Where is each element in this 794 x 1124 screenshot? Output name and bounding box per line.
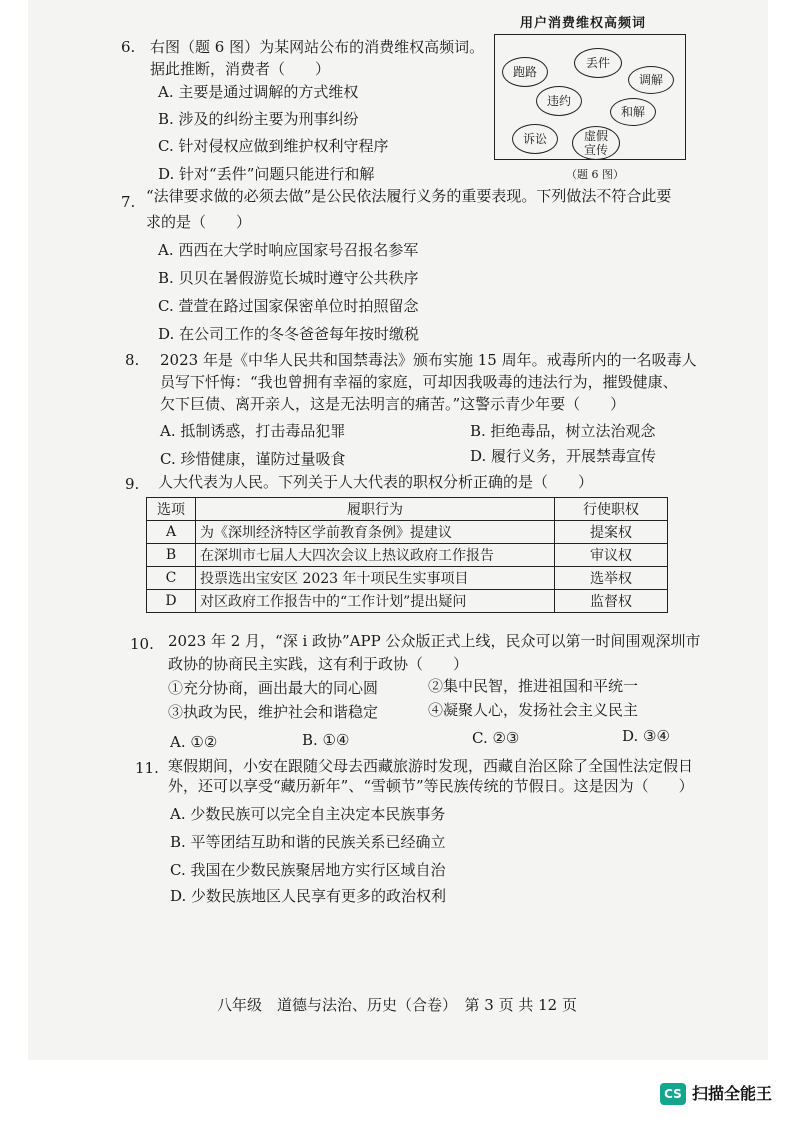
question-9-number: 9. [125,475,140,493]
question-6-number: 6. [121,38,136,56]
table-cell-action: 投票选出宝安区 2023 年十项民生实事项目 [196,567,555,590]
question-10-number: 10. [130,635,154,653]
word-bubble-runaway: 跑路 [502,57,548,87]
question-8-option-d: D. 履行义务，开展禁毒宣传 [470,447,657,465]
table-row [147,544,668,567]
question-10-item-3: ③执政为民，维护社会和谐稳定 [168,703,379,721]
question-6-option-a: A. 主要是通过调解的方式维权 [158,83,359,101]
question-8-stem-line3: 欠下巨债、离开亲人，这是无法明言的痛苦。”这警示青少年要（ ） [160,395,626,413]
table-header-row [147,498,668,521]
question-7-option-d: D. 在公司工作的冬冬爸爸每年按时缴税 [158,325,420,343]
question-6-stem-line1: 右图（题 6 图）为某网站公布的消费维权高频词。 [150,38,485,56]
word-bubble-mediation: 调解 [628,66,674,94]
question-10-option-b: B. ①④ [302,731,350,749]
question-7-option-b: B. 贝贝在暑假游览长城时遵守公共秩序 [158,269,419,287]
question-8-stem-line2: 员写下忏悔：“我也曾拥有幸福的家庭，可却因我吸毒的违法行为，摧毁健康、 [160,373,678,391]
figure-caption: （题 6 图） [566,168,624,181]
table-cell-action: 对区政府工作报告中的“工作计划”提出疑问 [196,590,555,613]
question-11-option-a: A. 少数民族可以完全自主决定本民族事务 [170,805,446,823]
word-bubble-settlement: 和解 [610,98,656,126]
question-10-option-d: D. ③④ [622,727,670,745]
question-11-number: 11. [135,759,159,777]
question-11-option-b: B. 平等团结互助和谐的民族关系已经确立 [170,833,446,851]
camscanner-logo-icon: CS [660,1083,686,1105]
figure-title: 用户消费维权高频词 [520,16,647,31]
question-8-stem-line1: 2023 年是《中华人民共和国禁毒法》颁布实施 15 周年。戒毒所内的一名吸毒人 [160,351,697,369]
question-6-option-d: D. 针对“丢件”问题只能进行和解 [158,165,375,183]
question-7-number: 7. [121,193,136,211]
table-row [147,567,668,590]
question-10-stem-line2: 政协的协商民主实践，这有利于政协（ ） [168,655,469,673]
table-cell-option: A [147,521,196,544]
question-6-stem-line2: 据此推断，消费者（ ） [150,60,331,78]
word-bubble-false-advertising: 虚假 宣传 [572,126,620,160]
question-10-item-1: ①充分协商，画出最大的同心圆 [168,679,379,697]
question-7-option-c: C. 萱萱在路过国家保密单位时拍照留念 [158,297,419,315]
question-11-option-c: C. 我国在少数民族聚居地方实行区域自治 [170,861,446,879]
table-cell-power: 审议权 [555,544,668,567]
table-header-action: 履职行为 [196,498,555,521]
table-row [147,590,668,613]
question-10-item-4: ④凝聚人心，发扬社会主义民主 [428,701,639,719]
table-cell-power: 选举权 [555,567,668,590]
question-8-option-c: C. 珍惜健康，谨防过量吸食 [160,450,346,468]
table-header-power: 行使职权 [555,498,668,521]
question-8-number: 8. [125,351,140,369]
page-footer: 八年级 道德与法治、历史（合卷） 第 3 页 共 12 页 [217,996,577,1014]
question-11-stem-line1: 寒假期间，小安在跟随父母去西藏旅游时发现，西藏自治区除了全国性法定假日 [168,757,694,775]
question-6-option-c: C. 针对侵权应做到维护权利守程序 [158,137,389,155]
word-bubble-breach: 违约 [536,86,582,116]
question-9-stem: 人大代表为人民。下列关于人大代表的职权分析正确的是（ ） [158,473,594,491]
word-bubble-lost-package: 丢件 [574,48,622,78]
table-cell-action: 在深圳市七届人大四次会议上热议政府工作报告 [196,544,555,567]
table-cell-option: D [147,590,196,613]
table-cell-option: C [147,567,196,590]
table-header-option: 选项 [147,498,196,521]
camscanner-watermark-text: 扫描全能王 [692,1084,773,1103]
question-9-table [146,497,668,613]
question-6-option-b: B. 涉及的纠纷主要为刑事纠纷 [158,110,359,128]
question-7-option-a: A. 西西在大学时响应国家号召报名参军 [158,241,419,259]
question-10-option-c: C. ②③ [472,729,520,747]
question-7-stem-line1: “法律要求做的必须去做”是公民依法履行义务的重要表现。下列做法不符合此要 [146,187,672,205]
question-8-option-b: B. 拒绝毒品，树立法治观念 [470,422,656,440]
table-row [147,521,668,544]
table-cell-power: 监督权 [555,590,668,613]
question-10-option-a: A. ①② [170,733,218,751]
question-7-stem-line2: 求的是（ ） [146,213,252,231]
table-cell-action: 为《深圳经济特区学前教育条例》提建议 [196,521,555,544]
table-cell-power: 提案权 [555,521,668,544]
question-11-stem-line2: 外，还可以享受“藏历新年”、“雪顿节”等民族传统的节假日。这是因为（ ） [168,777,694,795]
question-10-item-2: ②集中民智，推进祖国和平统一 [428,677,639,695]
table-cell-option: B [147,544,196,567]
question-8-option-a: A. 抵制诱惑，打击毒品犯罪 [160,422,346,440]
word-bubble-litigation: 诉讼 [512,124,558,154]
question-10-stem-line1: 2023 年 2 月，“深 i 政协”APP 公众版正式上线，民众可以第一时间围观深圳市 [168,632,701,650]
question-11-option-d: D. 少数民族地区人民享有更多的政治权利 [170,887,447,905]
